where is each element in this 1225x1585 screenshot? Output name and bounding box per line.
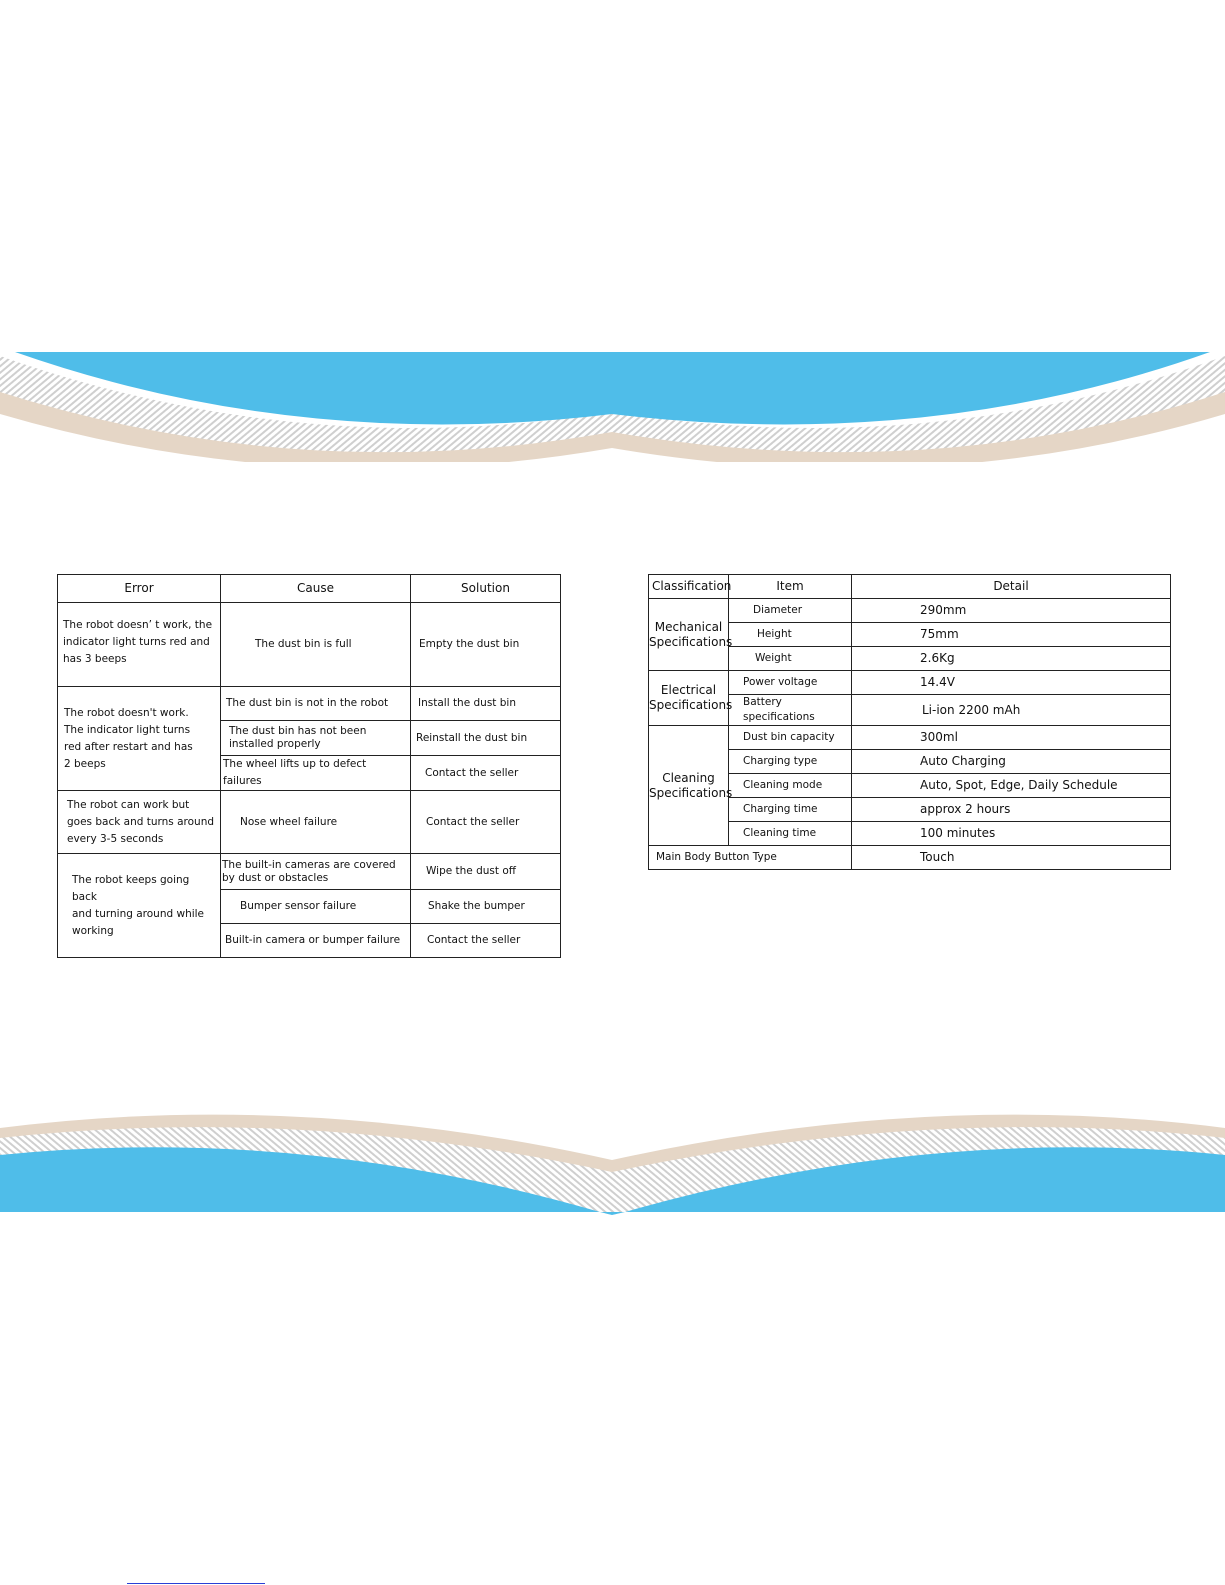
- detail-cell: approx 2 hours: [852, 798, 1171, 822]
- troubleshooting-table: [57, 574, 561, 958]
- error-cell: The robot keeps going back and turning around while working: [58, 854, 221, 958]
- cause-cell: The dust bin has not been installed properly: [221, 721, 411, 756]
- table-row: [649, 671, 1171, 695]
- solution-cell: Shake the bumper: [411, 890, 561, 924]
- solution-cell: Contact the seller: [411, 756, 561, 791]
- detail-cell: 2.6Kg: [852, 647, 1171, 671]
- error-cell: The robot doesn’ t work, the indicator light turns red and has 3 beeps: [58, 603, 221, 687]
- table-row: [58, 791, 561, 854]
- detail-cell: Auto, Spot, Edge, Daily Schedule: [852, 774, 1171, 798]
- header-classification: Classification: [649, 575, 729, 599]
- footer-link-underline: [127, 1583, 265, 1584]
- cause-cell: The wheel lifts up to defect failures: [221, 756, 411, 791]
- cause-cell: Nose wheel failure: [221, 791, 411, 854]
- item-cell: Diameter: [729, 599, 852, 623]
- solution-cell: Wipe the dust off: [411, 854, 561, 890]
- detail-cell: 14.4V: [852, 671, 1171, 695]
- error-cell: The robot can work but goes back and turns around every 3-5 seconds: [58, 791, 221, 854]
- item-cell: Cleaning time: [729, 822, 852, 846]
- solution-cell: Contact the seller: [411, 791, 561, 854]
- detail-cell: Touch: [852, 846, 1171, 870]
- solution-cell: Reinstall the dust bin: [411, 721, 561, 756]
- item-cell: Dust bin capacity: [729, 726, 852, 750]
- classification-cell: Electrical Specifications: [649, 671, 729, 726]
- specifications-header-row: [649, 575, 1171, 599]
- cause-cell: The built-in cameras are covered by dust or obstacles: [221, 854, 411, 890]
- header-error: Error: [58, 575, 221, 603]
- table-row: [649, 726, 1171, 750]
- specifications-table: [648, 574, 1171, 870]
- troubleshooting-header-row: [58, 575, 561, 603]
- item-cell: Height: [729, 623, 852, 647]
- item-cell: Weight: [729, 647, 852, 671]
- header-detail: Detail: [852, 575, 1171, 599]
- detail-cell: 290mm: [852, 599, 1171, 623]
- detail-cell: 300ml: [852, 726, 1171, 750]
- table-row: [649, 599, 1171, 623]
- item-cell: Power voltage: [729, 671, 852, 695]
- bottom-wave-banner: [0, 1110, 1225, 1225]
- item-cell: Battery specifications: [729, 695, 852, 726]
- solution-cell: Empty the dust bin: [411, 603, 561, 687]
- cause-cell: Built-in camera or bumper failure: [221, 924, 411, 958]
- item-cell: Cleaning mode: [729, 774, 852, 798]
- classification-cell: Cleaning Specifications: [649, 726, 729, 846]
- solution-cell: Install the dust bin: [411, 687, 561, 721]
- solution-cell: Contact the seller: [411, 924, 561, 958]
- table-row: [58, 854, 561, 890]
- header-item: Item: [729, 575, 852, 599]
- cause-cell: The dust bin is full: [221, 603, 411, 687]
- cause-cell: Bumper sensor failure: [221, 890, 411, 924]
- detail-cell: Li-ion 2200 mAh: [852, 695, 1171, 726]
- table-row: [58, 603, 561, 687]
- error-cell: The robot doesn't work. The indicator light turns red after restart and has 2 beeps: [58, 687, 221, 791]
- cause-cell: The dust bin is not in the robot: [221, 687, 411, 721]
- detail-cell: Auto Charging: [852, 750, 1171, 774]
- detail-cell: 75mm: [852, 623, 1171, 647]
- item-cell: Charging time: [729, 798, 852, 822]
- top-wave-banner: [0, 352, 1225, 462]
- header-solution: Solution: [411, 575, 561, 603]
- item-cell: Charging type: [729, 750, 852, 774]
- table-row: [58, 687, 561, 721]
- main-body-label-cell: Main Body Button Type: [649, 846, 852, 870]
- classification-cell: Mechanical Specifications: [649, 599, 729, 671]
- detail-cell: 100 minutes: [852, 822, 1171, 846]
- header-cause: Cause: [221, 575, 411, 603]
- table-row: [649, 846, 1171, 870]
